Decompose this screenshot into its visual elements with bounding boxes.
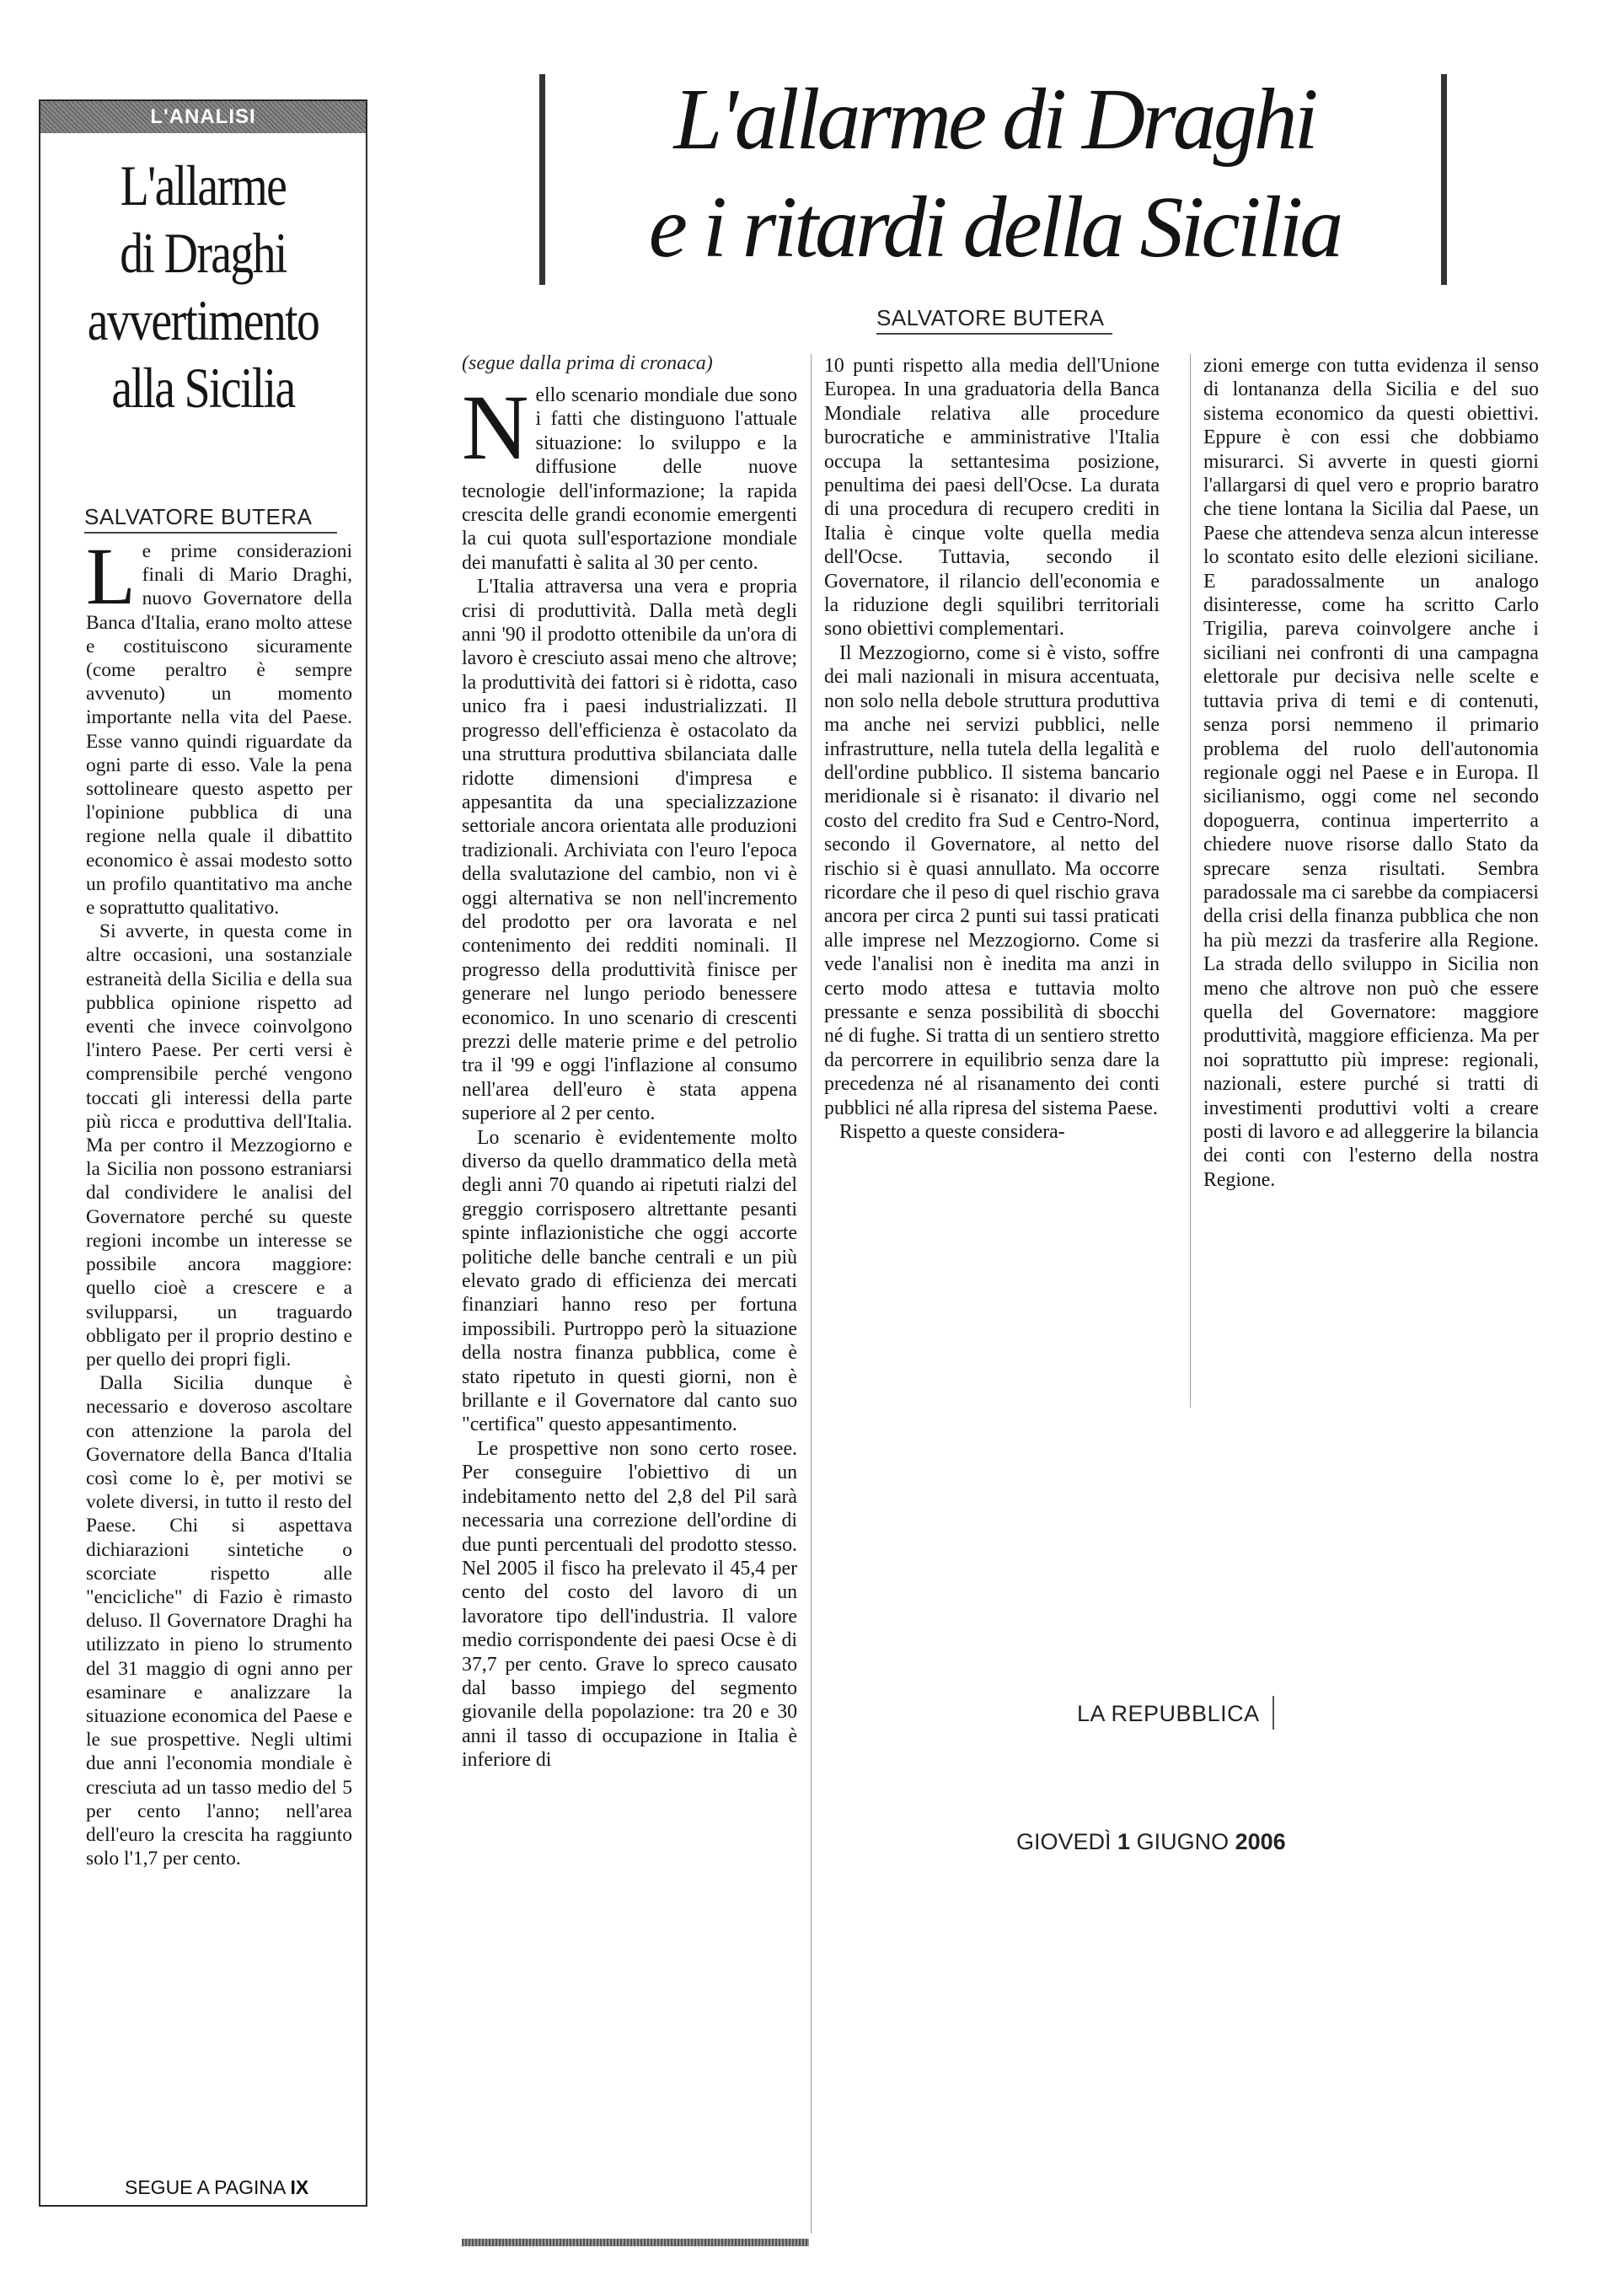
date-weekday: GIOVEDÌ — [1016, 1829, 1112, 1854]
article-paragraph: zioni emerge con tutta evidenza il senso di lontananza della Sicilia e del suo sistema economico da questi obiettivi. Eppure è con essi che dobbiamo misurarci. Si avverte in questi giorni l'allargarsi di quel vero e proprio baratro che tiene lontana la Sicilia dal Paese, un Paese che attendeva senza alcun interesse lo scontato esito delle elezioni siciliane. E paradossalmente un analogo disinteresse, come ha scritto Carlo Trigilia, pareva coinvolgere anche i siciliani nei confronti di una campagna elettorale pur decisiva nelle scelte e tuttavia priva di temi e di contenuti, senza porsi nemmeno il primario problema del ruolo dell'autonomia regionale oggi nel Paese e in Europa. Il sicilianismo, oggi come nel secondo dopoguerra, continua imperterrito a chiedere nuove risorse dallo Stato da sprecare senza risultati. Sembra paradossale ma ci sarebbe da compiacersi della crisi della finanza pubblica che non ha più mezzi da trasferire alla Regione. La strada dello sviluppo in Sicilia non meno che altrove non può che essere quella del Governatore: maggiore produttività, maggiore efficienza. Ma per noi soprattutto più imprese: regionali, nazionali, estere purché si tratti di investimenti produttivi volti a creare posti di lavoro e ad alleggerire la bilancia dei conti con l'esterno della nostra Regione. — [1203, 355, 1539, 1191]
section-kicker: L'ANALISI — [40, 101, 366, 133]
date-year: 2006 — [1235, 1829, 1286, 1854]
sidebar-headline-line: di Draghi — [120, 221, 287, 285]
article-column-2 — [824, 354, 1160, 1416]
main-headline-line: e i ritardi della Sicilia — [648, 179, 1341, 276]
article-column-1 — [462, 384, 797, 2234]
date-month: GIUGNO — [1136, 1829, 1230, 1854]
analysis-sidebar — [39, 99, 367, 2207]
article-paragraph: 10 punti rispetto alla media dell'Unione Europea. In una graduatoria della Banca Mondiale relativa alle procedure burocratiche e amministrative l'Italia occupa la settantesima posizione, penultima dei paesi dell'Ocse. La durata di una procedura di recupero crediti in Italia è cinque volte quella media dell'Ocse. Tuttavia, secondo il Governatore, il rilancio dell'economia e la riduzione degli squilibri territoriali sono obiettivi complementari. — [824, 355, 1160, 641]
sidebar-headline — [70, 152, 337, 421]
sidebar-headline-line: alla Sicilia — [111, 356, 295, 420]
sidebar-paragraph: Si avverte, in questa come in altre occasioni, una sostanziale estraneità della Sicilia e della sua pubblica opinione rispetto ad eventi che invece coinvolgono l'intero Paese. Per certi versi è comprensibile perché vengono toccati gli interessi della parte più ricca e produttiva dell'Italia. Ma per contro il Mezzogiorno e la Sicilia non possono estraniarsi dal condividere le analisi del Governatore perché su queste regioni incombe un interesse se possibile ancora maggiore: quello cioè a crescere e a svilupparsi, un traguardo obbligato per il proprio destino e per quello dei propri figli. — [86, 920, 352, 1371]
continued-label: SEGUE A PAGINA — [125, 2176, 286, 2198]
main-byline: SALVATORE BUTERA — [876, 305, 1112, 335]
article-paragraph: Rispetto a queste considera- — [839, 1121, 1065, 1143]
article-paragraph: L'Italia attraversa una vera e propria crisi di produttività. Dalla metà degli anni '90 il prodotto ottenibile da un'ora di lavoro è cresciuto assai meno che altrove; la produttività dei fattori si è ridotta, caso unico fra i paesi industrializzati. Il progresso dell'efficienza è ostacolato da una struttura produttiva sbilanciata dalle ridotte dimensioni d'impresa e appesantita da una specializzazione settoriale ancora orientata alle produzioni tradizionali. Archiviata con l'euro l'epoca della svalutazione del cambio, non vi è oggi alternativa se non nell'incremento del prodotto per ora lavorata e nel contenimento dei redditi nominali. Il progresso della produttività finisce per generare nel lungo periodo benessere economico. In uno scenario di crescenti prezzi delle materie prime e del petrolio tra il '99 e oggi l'inflazione al consumo nell'area dell'euro è stata appena superiore al 2 per cento. — [462, 576, 797, 1125]
sidebar-headline-line: avvertimento — [87, 288, 319, 352]
article-paragraph: Il Mezzogiorno, come si è visto, soffre dei mali nazionali in misura accentuata, non solo nella debole struttura produttiva ma anche nei servizi pubblici, nelle infrastrutture, nella tutela della legalità e dell'ordine pubblico. Il sistema bancario meridionale si è risanato: il divario nel costo del credito fra Sud e Centro-Nord, secondo il Governatore, al netto del rischio si è quasi annullato. Ma occorre ricordare che il peso di quel rischio grava ancora per circa 2 punti sui tassi praticati alle imprese nel Mezzogiorno. Come si vede l'analisi non è inedita ma anzi in certo modo attesa e tuttavia molto pressante e senza possibilità di sbocchi né di fughe. Si tratta di un sentiero stretto da percorrere in equilibrio senza dare la precedenza né al risanamento dei conti pubblici né alla ripresa del sistema Paese. — [824, 641, 1160, 1119]
date-day: 1 — [1117, 1829, 1131, 1854]
article-paragraph: Le prospettive non sono certo rosee. Per conseguire l'obiettivo di un indebitamento netto del 2,8 del Pil sarà necessaria una correzione dell'ordine di due punti percentuali del prodotto stesso. Nel 2005 il fisco ha prelevato il 45,4 per cento del costo del lavoro di un lavoratore tipo dell'industria. Il valore medio corrispondente dei paesi Ocse è di 37,7 per cento. Grave lo spreco causato dal basso impiego del segmento giovanile della popolazione: tra 20 e 30 anni il tasso di occupazione in Italia è inferiore di — [462, 1437, 797, 1772]
continued-on-page — [125, 2176, 308, 2199]
headline-left-rule — [539, 74, 545, 285]
article-column-3 — [1203, 354, 1539, 1416]
sidebar-headline-line: L'allarme — [120, 153, 287, 217]
sidebar-body — [86, 539, 352, 2170]
article-end-rule — [462, 2239, 809, 2246]
source-rule — [1272, 1696, 1274, 1730]
publication-date — [1016, 1829, 1286, 1855]
main-headline-line: L'allarme di Draghi — [673, 71, 1315, 168]
sidebar-byline: SALVATORE BUTERA — [84, 504, 337, 534]
article-paragraph: ello scenario mondiale due sono i fatti che distinguono l'attuale situazione: lo sviluppo e la diffusione delle nuove tecnologie dell'informazione; la rapida crescita delle grandi economie emergenti la cui quota sull'esportazione mondiale dei manufatti è salita al 30 per cento. — [462, 384, 797, 574]
main-headline — [590, 66, 1399, 282]
article-dropcap: N — [462, 384, 529, 479]
newspaper-name: LA REPUBBLICA — [1077, 1701, 1260, 1726]
column-divider — [811, 354, 812, 2234]
continued-from-note: (segue dalla prima di cronaca) — [462, 352, 713, 374]
sidebar-paragraph: e prime considerazioni finali di Mario Draghi, nuovo Governatore della Banca d'Italia, erano molto attese e costituiscono sicuramente (come peraltro è sempre avvenuto) un momento importante nella vita del Paese. Esse vanno quindi riguardate da ogni parte di esso. Vale la pena sottolineare questo aspetto per l'opinione pubblica di una regione nella quale il dibattito economico è assai modesto sotto un profilo quantitativo ma anche e soprattutto qualitativo. — [86, 540, 352, 920]
sidebar-paragraph: Dalla Sicilia dunque è necessario e doveroso ascoltare con attenzione la parola del Governatore della Banca d'Italia così come lo è, per motivi se volete diversi, in tutto il resto del Paese. Chi si aspettava dichiarazioni sintetiche o scorciate rispetto alle "encicliche" di Fazio è rimasto deluso. Il Governatore Draghi ha utilizzato in pieno lo strumento del 31 maggio di ogni anno per esaminare e analizzare la situazione economica del Paese e le sue prospettive. Negli ultimi due anni l'economia mondiale è cresciuta ad un tasso medio del 5 per cento l'anno; nell'area dell'euro la crescita ha raggiunto solo l'1,7 per cento. — [86, 1372, 352, 1870]
article-paragraph: Lo scenario è evidentemente molto diverso da quello drammatico della metà degli anni 70 quando ai ripetuti rialzi del greggio corrisposero altrettante pesanti spinte inflazionistiche che oggi accorte politiche delle banche centrali e un più elevato grado di efficienza dei mercati finanziari hanno reso per fortuna impossibili. Purtroppo però la situazione della nostra finanza pubblica, come è stato ripetuto in questi giorni, non è brillante e il Governatore dal canto suo "certifica" questo appesantimento. — [462, 1126, 797, 1436]
continued-page-number: IX — [290, 2176, 309, 2198]
headline-right-rule — [1441, 74, 1447, 285]
column-divider — [1190, 354, 1191, 1408]
sidebar-dropcap: L — [86, 539, 136, 621]
